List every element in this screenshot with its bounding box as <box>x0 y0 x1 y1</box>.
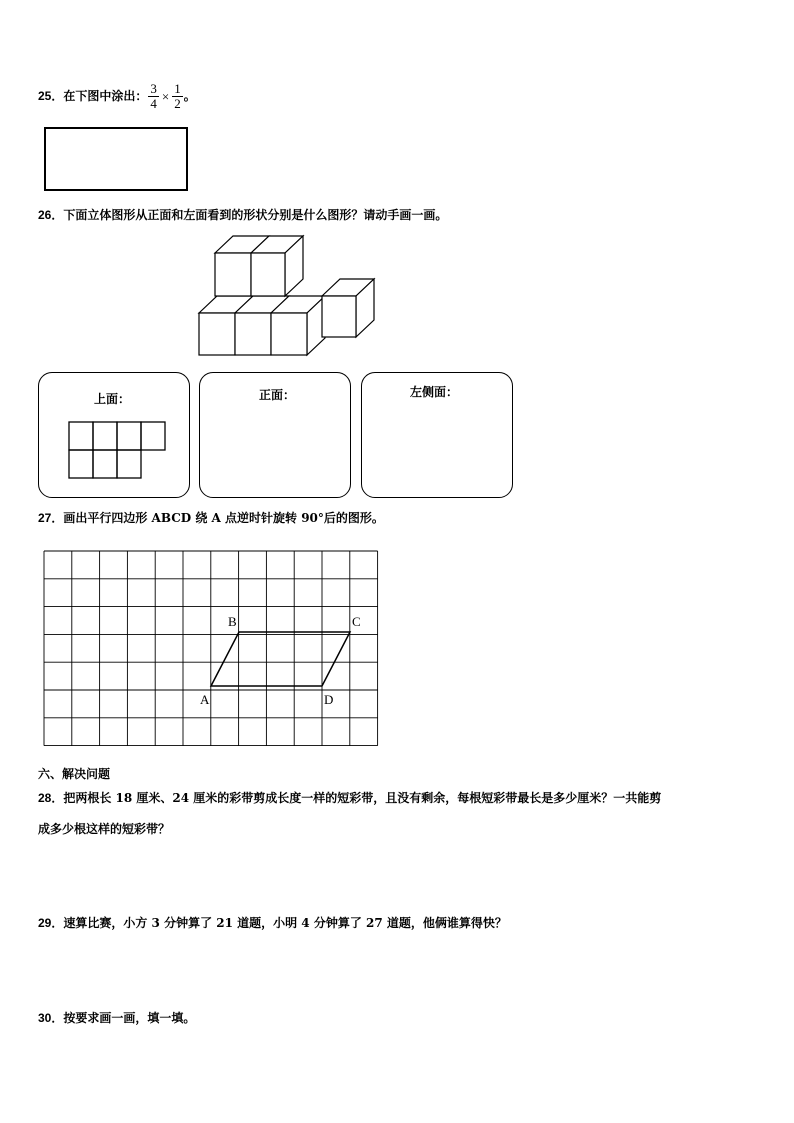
question-text-line-2: 成多少根这样的短彩带？ <box>38 822 171 836</box>
fraction-numerator: 3 <box>150 81 157 96</box>
fraction-numerator: 1 <box>174 81 181 96</box>
question-30 <box>38 1010 195 1026</box>
question-number: 27． <box>38 511 64 525</box>
left-view-label: 左侧面： <box>410 385 459 399</box>
vertex-label-d: D <box>324 692 334 707</box>
question-number: 25． <box>38 89 64 103</box>
question-29 <box>38 915 507 931</box>
fraction-denominator: 2 <box>174 96 181 111</box>
section-title: 六、解决问题 <box>38 767 111 781</box>
top-view-label: 上面： <box>94 392 131 406</box>
question-28 <box>38 790 661 806</box>
question-text: 画出平行四边形 ABCD 绕 A 点逆时针旋转 90°后的图形。 <box>63 511 384 525</box>
question-text-line-1: 把两根长 18 厘米、24 厘米的彩带剪成长度一样的短彩带，且没有剩余，每根短彩带最长是多少厘米？一共能剪 <box>63 791 662 805</box>
question-text: 按要求画一画，填一填。 <box>63 1011 196 1025</box>
fraction-denominator: 4 <box>150 96 157 111</box>
vertex-label-b: B <box>228 614 237 629</box>
question-text: 速算比赛，小方 3 分钟算了 21 道题，小明 4 分钟算了 27 道题，他俩谁算得快？ <box>63 916 507 930</box>
question-number: 30． <box>38 1011 64 1025</box>
front-view-label: 正面： <box>259 388 296 402</box>
question-number: 28． <box>38 791 64 805</box>
question-end: 。 <box>183 89 196 103</box>
question-text: 在下图中涂出： <box>63 89 148 103</box>
vertex-label-a: A <box>200 692 210 707</box>
question-28-continued <box>38 821 170 837</box>
vertex-label-c: C <box>352 614 361 629</box>
question-number: 29． <box>38 916 64 930</box>
parallelogram-abcd <box>211 632 350 686</box>
times-sign: × <box>161 88 170 104</box>
question-text: 下面立体图形从正面和左面看到的形状分别是什么图形？请动手画一画。 <box>63 208 448 222</box>
question-number: 26． <box>38 208 64 222</box>
